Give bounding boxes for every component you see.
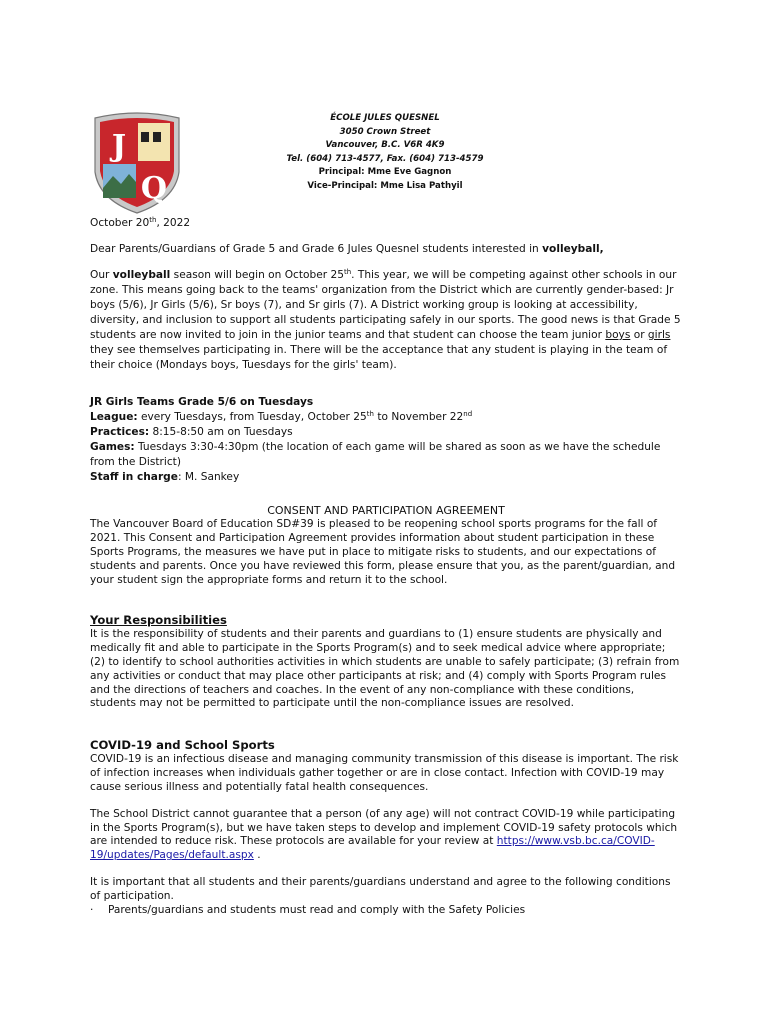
list-item: · Parents/guardians and students must read and comply with the Safety Policies bbox=[90, 904, 526, 917]
principal-line: Principal: Mme Eve Gagnon bbox=[318, 167, 452, 178]
responsibilities-section bbox=[90, 614, 682, 711]
school-street: 3050 Crown Street bbox=[339, 126, 431, 137]
season-paragraph: Our volleyball season will begin on October 25th. This year, we will be competing against other schools in our zone. This means going back to the teams' organization from the District which are currently gender-based: Jr boys (5/6), Jr Girls (5/6), Sr boys (7), and Sr girls (7). A District working group is looking at accessibility, diversity, and inclusion to support all students participating safely in our sports. The good news is that Grade 5 students are now invited to join in the junior teams and that student can choose the team junior boys or girls they see themselves participating in. There will be the acceptance that any student is playing in the team of their choice (Mondays boys, Tuesdays for the girls' team). bbox=[90, 268, 681, 371]
svg-text:Q: Q bbox=[140, 171, 168, 206]
covid-para-2: The School District cannot guarantee that a person (of any age) will not contract COVID-19 while participating in the Sports Program(s), but we have taken steps to develop and implement COVID-19 safety protocols which are intended to reduce risk. These protocols are available for your review at https://www.vsb.bc.ca/COVID-19/updates/Pages/default.aspx . bbox=[90, 807, 678, 862]
bullet-marker: · bbox=[90, 904, 94, 917]
letter-date: October 20th, 2022 bbox=[90, 216, 191, 229]
school-header bbox=[260, 112, 510, 194]
responsibilities-text: It is the responsibility of students and their parents and guardians to (1) ensure students are physically and medically fit and able to participate in the Sports Program(s) and to seek medical advice where appropriate; (2) to identify to school authorities activities in which students are unable to safely participate; (3) refrain from any activities or conduct that may place other participants at risk; and (4) comply with Sports Program rules and the directions of teachers and coaches. In the event of any non-compliance with these conditions, students may not be permitted to participate until the non-compliance issues are resolved. bbox=[90, 627, 680, 710]
staff-line: Staff in charge: M. Sankey bbox=[90, 471, 240, 483]
covid-section bbox=[90, 739, 682, 918]
covid-heading: COVID-19 and School Sports bbox=[90, 738, 275, 752]
covid-protocols-link[interactable]: https://www.vsb.bc.ca/COVID-19/updates/Pages/default.aspx bbox=[90, 835, 655, 862]
covid-para-1: COVID-19 is an infectious disease and managing community transmission of this disease is important. The risk of infection increases when individuals gather together or are in close contact. Infection with COVID-19 may cause serious illness and potentially fatal health consequences. bbox=[90, 752, 679, 793]
practices-line: Practices: 8:15-8:50 am on Tuesdays bbox=[90, 426, 293, 438]
school-crest-logo bbox=[89, 110, 185, 215]
covid-para-3: It is important that all students and their parents/guardians understand and agree to the following conditions of participation. bbox=[90, 876, 671, 903]
consent-title: CONSENT AND PARTICIPATION AGREEMENT bbox=[267, 504, 505, 517]
svg-text:J: J bbox=[111, 129, 127, 164]
salutation: Dear Parents/Guardians of Grade 5 and Grade 6 Jules Quesnel students interested in volleyball, bbox=[90, 243, 604, 255]
team-info bbox=[90, 395, 682, 485]
school-name: ÉCOLE JULES QUESNEL bbox=[330, 113, 440, 123]
team-heading: JR Girls Teams Grade 5/6 on Tuesdays bbox=[90, 396, 314, 408]
league-line: League: every Tuesdays, from Tuesday, October 25th to November 22nd bbox=[90, 410, 473, 423]
school-city: Vancouver, B.C. V6R 4K9 bbox=[325, 140, 445, 151]
school-phone: Tel. (604) 713-4577, Fax. (604) 713-4579 bbox=[286, 153, 484, 164]
consent-intro: The Vancouver Board of Education SD#39 is pleased to be reopening school sports programs for the fall of 2021. This Consent and Participation Agreement provides information about student participation in these Sports Programs, the measures we have put in place to mitigate risks to students, and our expectations of students and parents. Once you have reviewed this form, please ensure that you, as the parent/guardian, and your student sign the appropriate forms and return it to the school. bbox=[90, 518, 676, 586]
vice-principal-line: Vice-Principal: Mme Lisa Pathyil bbox=[307, 180, 463, 191]
games-line: Games: Tuesdays 3:30-4:30pm (the location of each game will be shared as soon as we have the schedule from the District) bbox=[90, 441, 661, 468]
responsibilities-heading: Your Responsibilities bbox=[90, 613, 227, 627]
